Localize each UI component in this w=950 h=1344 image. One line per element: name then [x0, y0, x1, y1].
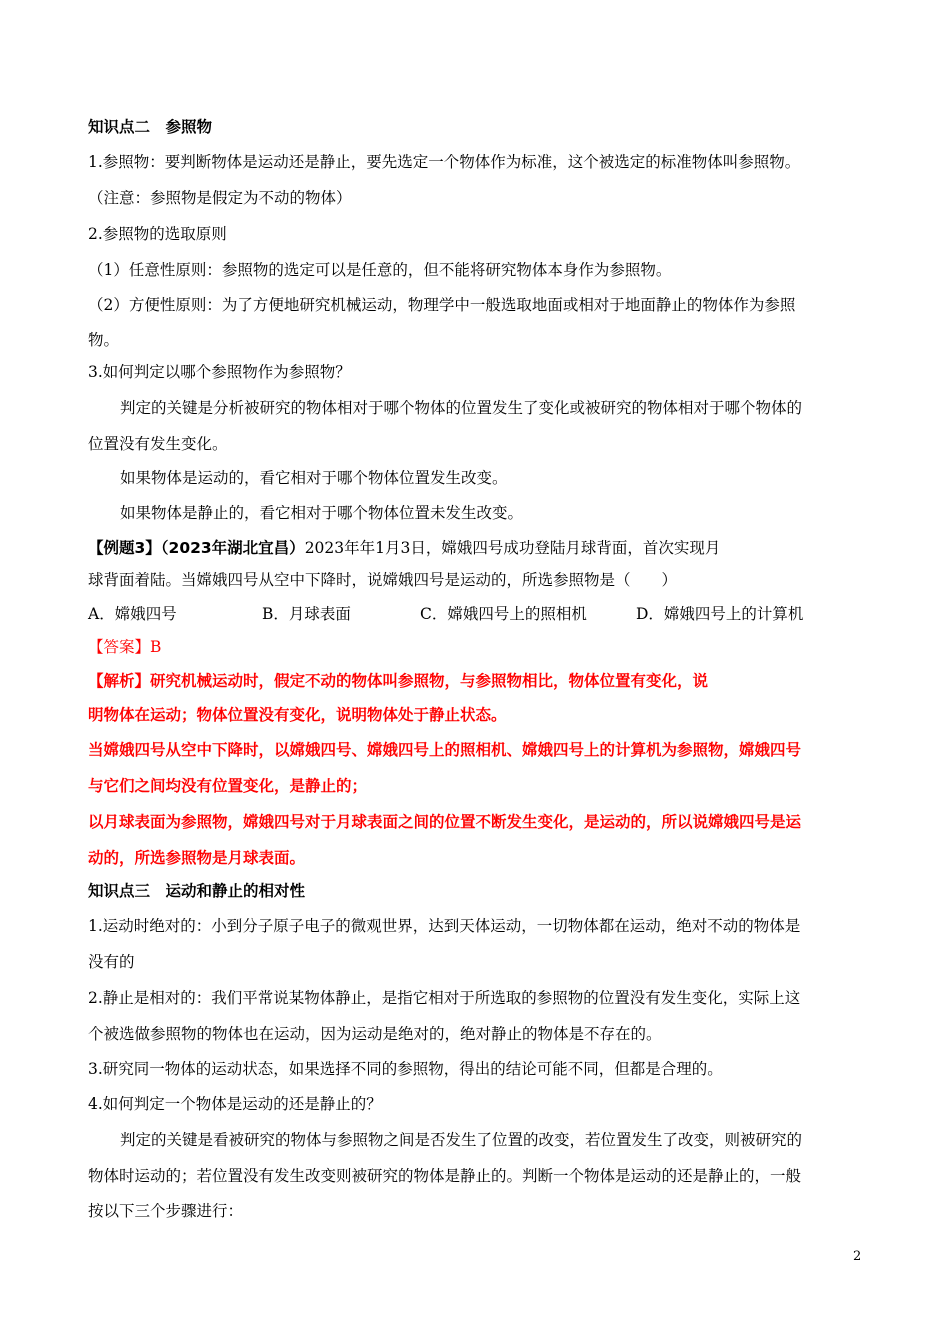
paragraph-determine-key-cont: 物体时运动的；若位置没有发生改变则被研究的物体是静止的。判断一个物体是运动的还是静止的，一般	[88, 1167, 802, 1185]
paragraph-convenience-principle-cont: 物。	[88, 331, 120, 349]
paragraph-reference-definition: 1.参照物：要判断物体是运动还是静止，要先选定一个物体作为标准，这个被选定的标准物体叫参照物。	[88, 153, 801, 171]
paragraph-convenience-principle: （2）方便性原则：为了方便地研究机械运动，物理学中一般选取地面或相对于地面静止的物体作为参照	[88, 296, 796, 314]
paragraph-arbitrary-principle: （1）任意性原则：参照物的选定可以是任意的，但不能将研究物体本身作为参照物。	[88, 261, 672, 279]
paragraph-motion-absolute-cont: 没有的	[88, 953, 135, 971]
example-tag: 【例题3】	[88, 539, 161, 557]
paragraph-how-to-judge: 3.如何判定以哪个参照物作为参照物？	[88, 363, 351, 381]
option-c: C．嫦娥四号上的照相机	[420, 605, 587, 623]
analysis-line-5: 以月球表面为参照物，嫦娥四号对于月球表面之间的位置不断发生变化，是运动的，所以说嫦娥四号是运	[88, 812, 802, 831]
option-d: D．嫦娥四号上的计算机	[636, 605, 804, 623]
page-number: 2	[853, 1249, 862, 1264]
paragraph-different-reference: 3.研究同一物体的运动状态，如果选择不同的参照物，得出的结论可能不同，但都是合理的。	[88, 1060, 723, 1078]
analysis-line-6: 动的，所选参照物是月球表面。	[88, 848, 306, 867]
example-question	[88, 538, 720, 558]
paragraph-selection-principles: 2.参照物的选取原则	[88, 225, 227, 243]
analysis-line-2: 明物体在运动；物体位置没有变化，说明物体处于静止状态。	[88, 705, 507, 724]
paragraph-note: （注意：参照物是假定为不动的物体）	[88, 189, 352, 207]
option-a: A．嫦娥四号	[88, 605, 177, 623]
section-heading-relativity: 知识点三 运动和静止的相对性	[88, 882, 306, 900]
analysis-line-1	[88, 671, 708, 691]
paragraph-rest-relative-cont: 个被选做参照物的物体也在运动，因为运动是绝对的，绝对静止的物体是不存在的。	[88, 1025, 662, 1043]
paragraph-rest-relative: 2.静止是相对的：我们平常说某物体静止，是指它相对于所选取的参照物的位置没有发生变化，实际上这	[88, 989, 801, 1007]
analysis-line-3: 当嫦娥四号从空中下降时，以嫦娥四号、嫦娥四号上的照相机、嫦娥四号上的计算机为参照物，嫦娥四号	[88, 740, 802, 759]
example-text: 2023年年1月3日，嫦娥四号成功登陆月球背面，首次实现月	[304, 539, 721, 557]
paragraph-determine-key: 判定的关键是看被研究的物体与参照物之间是否发生了位置的改变，若位置发生了改变，则被研究的	[120, 1131, 803, 1149]
example-source: （2023年湖北宜昌）	[160, 539, 305, 557]
example-question-cont: 球背面着陆。当嫦娥四号从空中下降时，说嫦娥四号是运动的，所选参照物是（ ）	[88, 571, 678, 589]
option-b: B．月球表面	[262, 605, 351, 623]
paragraph-judge-key-cont: 位置没有发生变化。	[88, 435, 228, 453]
paragraph-how-to-determine: 4.如何判定一个物体是运动的还是静止的？	[88, 1095, 382, 1113]
paragraph-steps: 按以下三个步骤进行：	[88, 1202, 244, 1220]
analysis-tag: 【解析】	[88, 671, 151, 690]
analysis-text: 研究机械运动时，假定不动的物体叫参照物，与参照物相比，物体位置有变化，说	[150, 671, 709, 690]
analysis-line-4: 与它们之间均没有位置变化，是静止的；	[88, 776, 368, 795]
answer-line	[88, 637, 161, 657]
section-heading-reference-object: 知识点二 参照物	[88, 118, 213, 136]
answer-value: B	[150, 638, 162, 656]
paragraph-judge-key: 判定的关键是分析被研究的物体相对于哪个物体的位置发生了变化或被研究的物体相对于哪个物体的	[120, 399, 803, 417]
paragraph-if-static: 如果物体是静止的，看它相对于哪个物体位置未发生改变。	[120, 504, 524, 522]
paragraph-motion-absolute: 1.运动时绝对的：小到分子原子电子的微观世界，达到天体运动，一切物体都在运动，绝对不动的物体是	[88, 917, 801, 935]
paragraph-if-moving: 如果物体是运动的，看它相对于哪个物体位置发生改变。	[120, 469, 508, 487]
answer-tag: 【答案】	[88, 638, 151, 656]
